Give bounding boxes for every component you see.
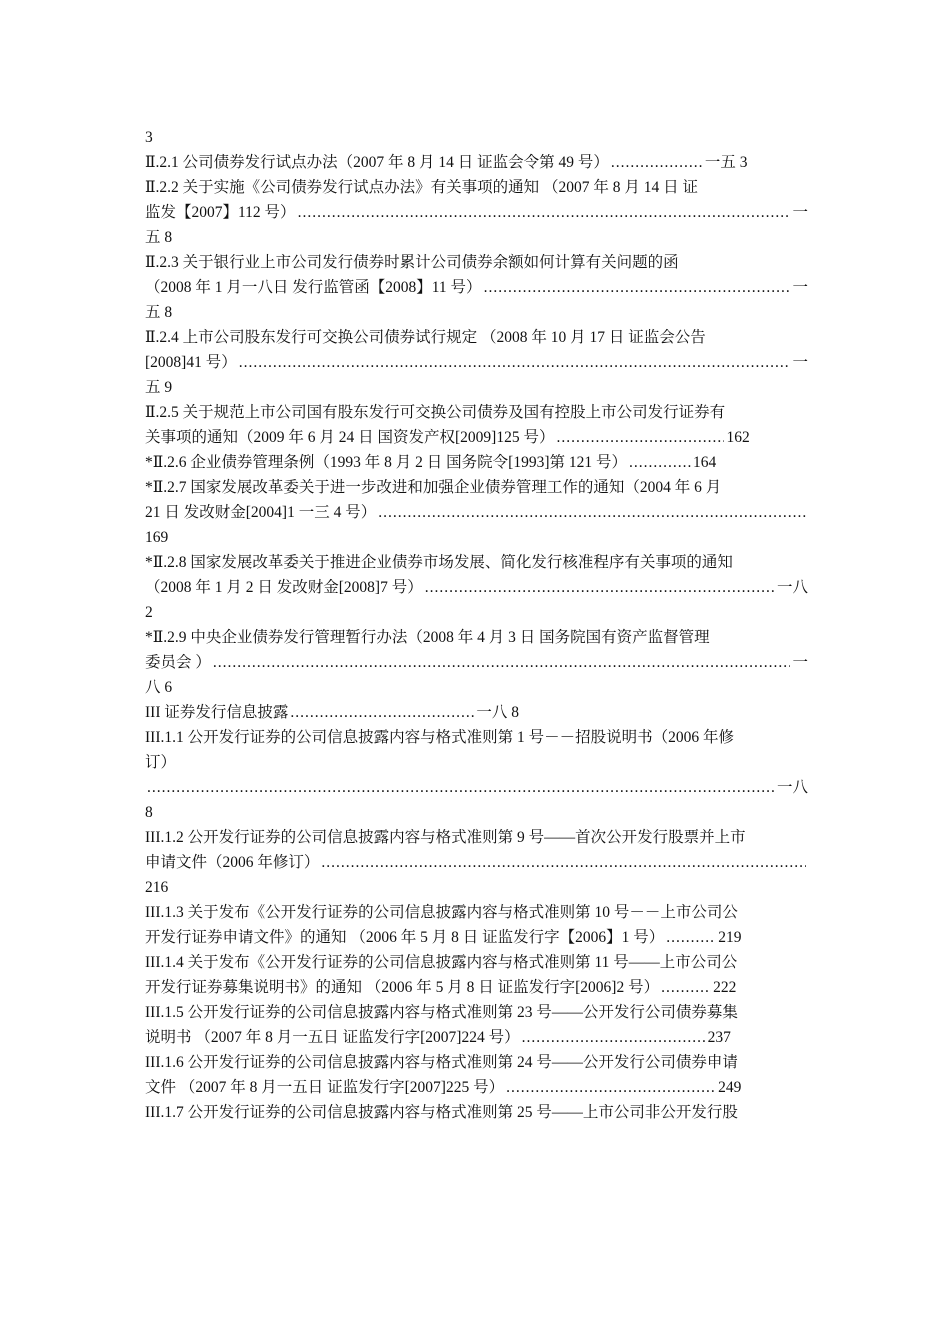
toc-entry-title[interactable]: III.1.1 公开发行证券的公司信息披露内容与格式准则第 1 号－－招股说明书（2006 年修 <box>145 729 734 746</box>
toc-page-number: 2 <box>145 604 153 621</box>
toc-entry[interactable]: Ⅱ.2.1 公司债券发行试点办法（2007 年 8 月 14 日 证监会令第 49 号） ..... 一五 3 <box>145 153 748 175</box>
toc-entry-title[interactable]: *Ⅱ.2.9 中央企业债券发行管理暂行办法（2008 年 4 月 3 日 国务院国有资产监督管理 <box>145 629 710 646</box>
toc-entry-title[interactable]: III.1.2 公开发行证券的公司信息披露内容与格式准则第 9 号——首次公开发行股票并上市 <box>145 829 746 846</box>
toc-entry[interactable]: 关事项的通知（2009 年 6 月 24 日 国资发产权[2009]125 号） ..... 162 <box>145 428 750 450</box>
toc-page-number: 八 6 <box>145 679 173 696</box>
toc-entry-title[interactable]: *Ⅱ.2.8 国家发展改革委关于推进企业债券市场发展、简化发行核准程序有关事项的通知 <box>145 554 733 571</box>
toc-entry-title[interactable]: 订） <box>145 754 177 771</box>
toc-page-number: 169 <box>145 529 169 546</box>
toc-entry[interactable]: （2008 年 1 月一八日 发行监管函【2008】11 号） ..... 一 <box>145 278 808 300</box>
toc-entry-title[interactable]: Ⅱ.2.5 关于规范上市公司国有股东发行可交换公司债券及国有控股上市公司发行证券有 <box>145 404 726 421</box>
toc-entry-title[interactable]: Ⅱ.2.3 关于银行业上市公司发行债券时累计公司债券余额如何计算有关问题的函 <box>145 254 679 271</box>
toc-page-number: 五 9 <box>145 379 173 396</box>
toc-entry[interactable]: 开发行证券申请文件》的通知 （2006 年 5 月 8 日 证监发行字【2006】1 号） ..... 219 <box>145 928 742 950</box>
toc-page-number: 216 <box>145 879 169 896</box>
toc-entry-leader[interactable]: ..... 一八 <box>145 778 808 800</box>
page-number-fragment: 3 <box>145 129 153 146</box>
toc-page-number: 8 <box>145 804 153 821</box>
toc-entry-title[interactable]: Ⅱ.2.2 关于实施《公司债券发行试点办法》有关事项的通知 （2007 年 8 月 14 日 证 <box>145 179 699 196</box>
toc-entry[interactable]: 委员会 ） ..... 一 <box>145 653 808 675</box>
toc-entry[interactable]: [2008]41 号） ..... 一 <box>145 353 808 375</box>
toc-entry-title[interactable]: Ⅱ.2.4 上市公司股东发行可交换公司债券试行规定 （2008 年 10 月 17 日 证监会公告 <box>145 329 706 346</box>
toc-entry-title[interactable]: III.1.3 关于发布《公开发行证券的公司信息披露内容与格式准则第 10 号－－上市公司公 <box>145 904 738 921</box>
toc-page-number: 五 8 <box>145 229 173 246</box>
toc-entry-title[interactable]: III.1.4 关于发布《公开发行证券的公司信息披露内容与格式准则第 11 号——上市公司公 <box>145 954 738 971</box>
toc-entry-title[interactable]: III.1.7 公开发行证券的公司信息披露内容与格式准则第 25 号——上市公司非公开发行股 <box>145 1104 738 1121</box>
toc-entry[interactable]: （2008 年 1 月 2 日 发改财金[2008]7 号） ..... 一八 <box>145 578 808 600</box>
toc-section-heading[interactable]: III 证券发行信息披露 ..... 一八 8 <box>145 703 519 725</box>
toc-entry[interactable]: 监发【2007】112 号） ..... 一 <box>145 203 808 225</box>
toc-entry-title[interactable]: III.1.5 公开发行证券的公司信息披露内容与格式准则第 23 号——公开发行公司债券募集 <box>145 1004 738 1021</box>
toc-entry[interactable]: *Ⅱ.2.6 企业债券管理条例（1993 年 8 月 2 日 国务院令[1993]第 121 号） ..... 164 <box>145 453 716 475</box>
toc-entry[interactable]: 开发行证券募集说明书》的通知 （2006 年 5 月 8 日 证监发行字[2006]2 号） ..... 222 <box>145 978 736 1000</box>
toc-entry[interactable]: 21 日 发改财金[2004]1 一三 4 号） ..... <box>145 503 808 525</box>
toc-entry[interactable]: 申请文件（2006 年修订） ..... <box>145 853 808 875</box>
toc-page-number: 五 8 <box>145 304 173 321</box>
toc-entry-title[interactable]: *Ⅱ.2.7 国家发展改革委关于进一步改进和加强企业债券管理工作的通知（2004 年 6 月 <box>145 479 722 496</box>
toc-entry-title[interactable]: III.1.6 公开发行证券的公司信息披露内容与格式准则第 24 号——公开发行公司债券申请 <box>145 1054 738 1071</box>
toc-entry[interactable]: 文件 （2007 年 8 月一五日 证监发行字[2007]225 号） ..... 249 <box>145 1078 741 1100</box>
toc-entry[interactable]: 说明书 （2007 年 8 月一五日 证监发行字[2007]224 号） ..... 237 <box>145 1028 731 1050</box>
